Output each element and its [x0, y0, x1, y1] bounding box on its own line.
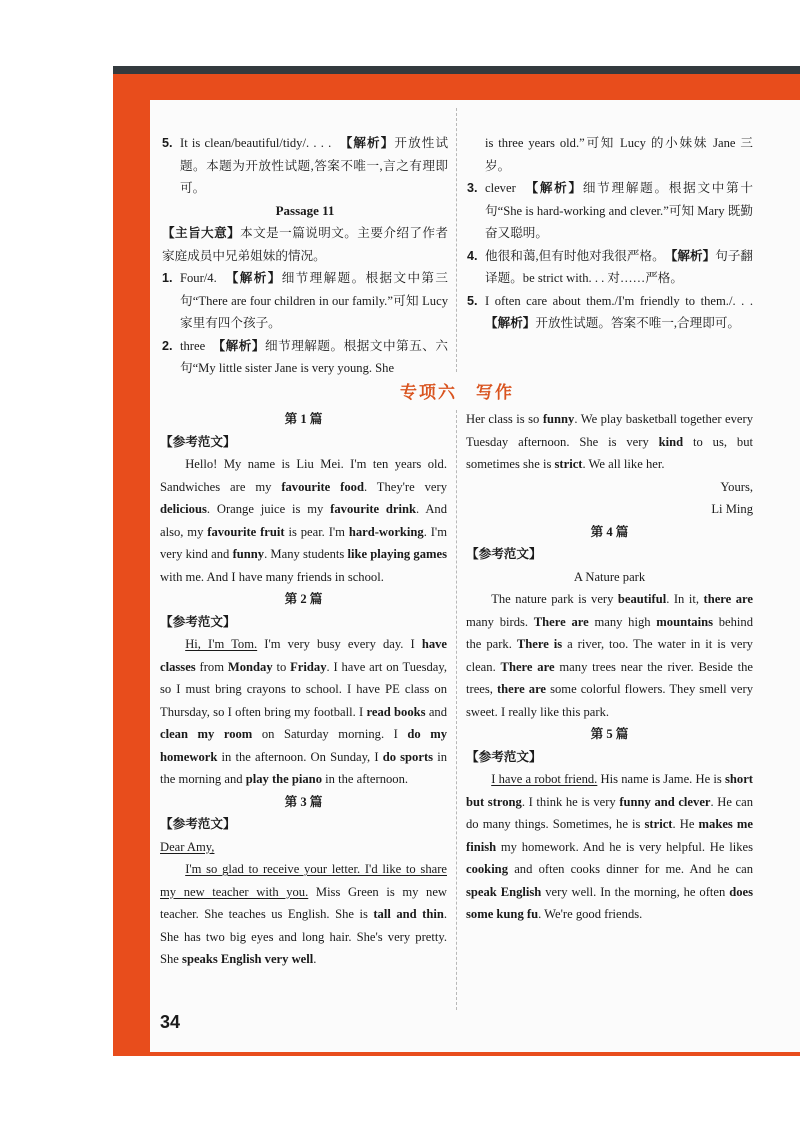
- answers-left-column: [162, 132, 448, 380]
- essay-4-ref-tag: 【参考范文】: [466, 547, 542, 561]
- essay-2-ref-tag: 【参考范文】: [160, 614, 236, 629]
- essay-3-body-continued: Her class is so funny. We play basketball together every Tuesday afternoon. She is very kind to us, but sometimes she is strict. We all like her.: [466, 412, 753, 471]
- p11-q2-continued: is three years old.”可知 Lucy 的小妹妹 Jane 三岁。: [485, 136, 753, 173]
- essay-1-body: Hello! My name is Liu Mei. I'm ten years old. Sandwiches are my favourite food. They're very delicious. Orange juice is my favourite drink. And also, my favourite fruit is pear. I'm hard-working. I'm very kind and funny. Many students like playing games with me. And I have many friends in school.: [160, 457, 448, 584]
- essay-5-heading: 第 5 篇: [590, 727, 629, 741]
- essay-4-heading: 第 4 篇: [590, 524, 629, 539]
- essay-2-body: Hi, I'm Tom. I'm very busy every day. I have classes from Monday to Friday. I have art on Tuesday, so I must bring crayons to school. I have PE class on Thursday, so I often bring my football. I read books and clean my room on Saturday morning. I do my homework in the afternoon. On Sunday, I do sports in the morning and play the piano in the afternoon.: [160, 637, 448, 786]
- essay-4-body: The nature park is very beautiful. In it, there are many birds. There are many high mountains behind the park. There is a river, too. The water in it is very clean. There are many trees near the river. Beside the trees, there are some colorful flowers. They smell very sweet. I really like this park.: [466, 592, 754, 719]
- essay-5-ref-tag: 【参考范文】: [466, 749, 542, 764]
- essay-4-title: A Nature park: [573, 569, 646, 584]
- frame-top-bar: [113, 66, 800, 74]
- p11-q2: 2. three 【解析】细节理解题。根据文中第五、六句“My little sister Jane is very young. She: [162, 338, 449, 375]
- page-number: 34: [160, 1012, 181, 1032]
- essay-3-greeting: Dear Amy,: [160, 839, 215, 854]
- p10-q5: 5. It is clean/beautiful/tidy/. . . . 【解析】开放性试题。本题为开放性试题,答案不唯一,言之有理即可。: [162, 136, 449, 195]
- column-divider-top: [456, 108, 457, 372]
- essay-1-ref-tag: 【参考范文】: [160, 434, 236, 449]
- p11-q5: 5. I often care about them./I'm friendly to them./. . . 【解析】开放性试题。答案不唯一,合理即可。: [467, 293, 753, 330]
- section-title: 专项六 写作: [400, 383, 514, 403]
- essay-3-heading: 第 3 篇: [284, 794, 323, 809]
- main-idea: 【主旨大意】本文是一篇说明文。主要介绍了作者家庭成员中兄弟姐妹的情况。: [162, 226, 449, 263]
- essays-right-column: [466, 408, 753, 926]
- essay-3-signature: Li Ming: [711, 502, 753, 516]
- essays-left-column: [160, 408, 447, 971]
- essay-2-heading: 第 2 篇: [284, 592, 323, 606]
- answers-right-column: [467, 132, 753, 335]
- column-divider-bottom: [456, 410, 457, 1010]
- essay-5-body: I have a robot friend. His name is Jame. He is short but strong. I think he is very funny and clever. He can do many things. Sometimes, he is strict. He makes me finish my homework. And he is very helpful. He likes cooking and often cooks dinner for me. And he can speak English very well. In the morning, he often does some kung fu. We're good friends.: [466, 772, 754, 921]
- p11-q1: 1. Four/4. 【解析】细节理解题。根据文中第三句“There are four children in our family.”可知 Lucy 家里有四个孩子。: [162, 271, 449, 330]
- p11-q4: 4. 他很和蔼,但有时他对我很严格。 【解析】句子翻译题。be strict with. . . 对……严格。: [467, 248, 754, 285]
- essay-3-body: I'm so glad to receive your letter. I'd like to share my new teacher with you. Miss Green is my new teacher. She teaches us English. She is tall and thin. She has two big eyes and long hair. She's very pretty. She speaks English very well.: [160, 862, 448, 966]
- essay-3-ref-tag: 【参考范文】: [160, 817, 236, 831]
- passage-title: Passage 11: [275, 202, 335, 218]
- essay-3-closing: Yours,: [720, 479, 753, 494]
- p11-q3: 3. clever 【解析】细节理解题。根据文中第十句“She is hard-working and clever.”可知 Mary 既勤奋又聪明。: [467, 181, 754, 240]
- essay-1-heading: 第 1 篇: [284, 412, 323, 426]
